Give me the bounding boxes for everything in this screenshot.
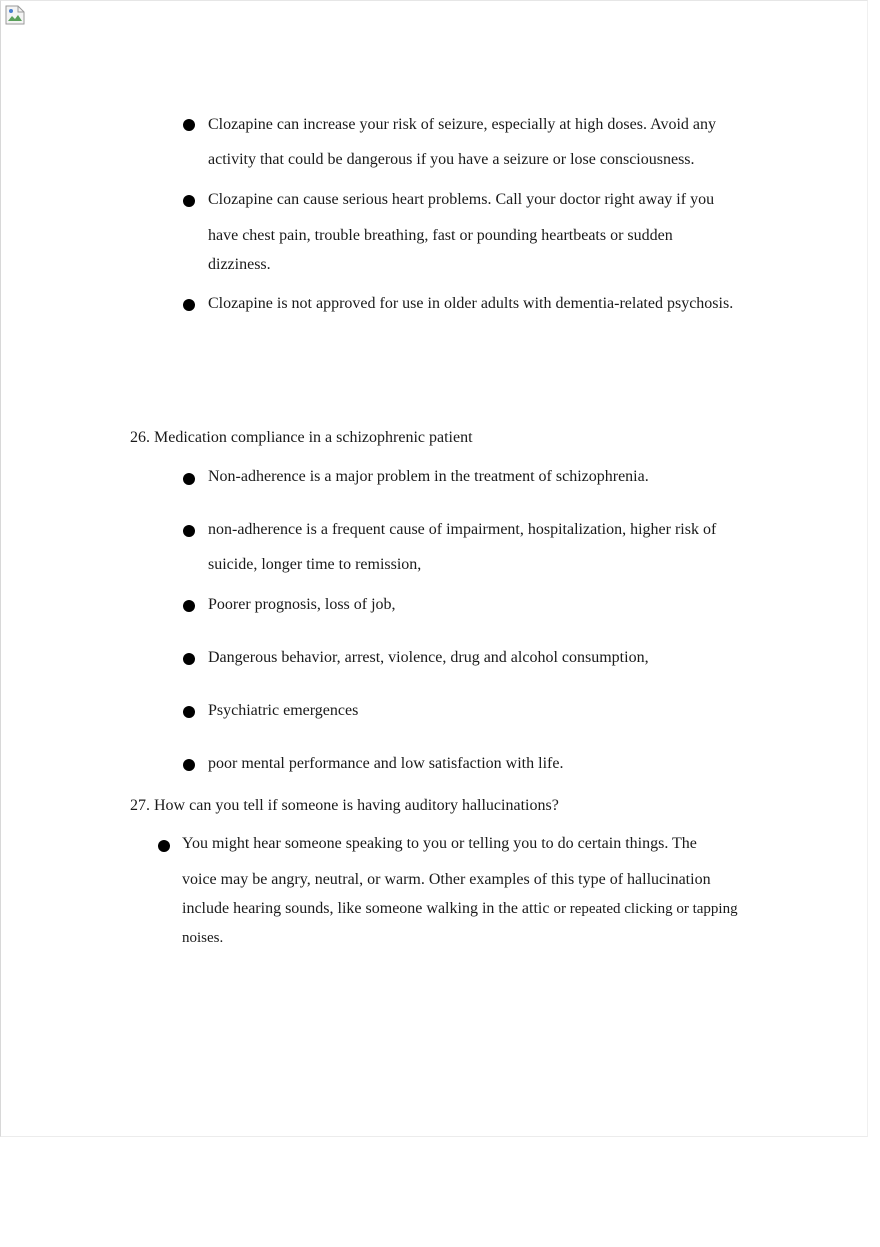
s26-bullet-3-line-1: Poorer prognosis, loss of job, (208, 596, 396, 613)
bullet-dot (183, 706, 195, 718)
bullet-dot (183, 195, 195, 207)
s27-bullet-1-line-3 (182, 899, 738, 919)
clozapine-bullet-2-line-1: Clozapine can cause serious heart problems. Call your doctor right away if you (208, 191, 715, 208)
s26-bullet-4-line-1: Dangerous behavior, arrest, violence, drug and alcohol consumption, (208, 649, 649, 666)
bullet-dot (158, 840, 170, 852)
clozapine-bullet-1-line-2: activity that could be dangerous if you have a seizure or lose consciousness. (208, 151, 695, 168)
clozapine-bullet-1-line-1: Clozapine can increase your risk of seizure, especially at high doses. Avoid any (208, 116, 716, 133)
bullet-dot (183, 653, 195, 665)
s27-bullet-1-line-2: voice may be angry, neutral, or warm. Other examples of this type of hallucination (182, 871, 711, 888)
s27-bullet-1-line-1: You might hear someone speaking to you or telling you to do certain things. The (182, 835, 697, 852)
bullet-dot (183, 119, 195, 131)
s26-bullet-1-line-1: Non-adherence is a major problem in the treatment of schizophrenia. (208, 468, 649, 485)
s26-bullet-5-line-1: Psychiatric emergences (208, 702, 359, 719)
s27-bullet-1-line-4: noises. (182, 930, 224, 946)
broken-image-icon (4, 4, 26, 26)
s27-line-3-main: include hearing sounds, like someone walking in the attic (182, 900, 550, 917)
bullet-dot (183, 759, 195, 771)
bullet-dot (183, 299, 195, 311)
s26-bullet-2-line-1: non-adherence is a frequent cause of impairment, hospitalization, higher risk of (208, 521, 717, 538)
bullet-dot (183, 525, 195, 537)
bullet-dot (183, 600, 195, 612)
section-27-heading: 27. How can you tell if someone is having auditory hallucinations? (130, 797, 559, 814)
s26-bullet-2-line-2: suicide, longer time to remission, (208, 556, 422, 573)
clozapine-bullet-2-line-3: dizziness. (208, 256, 271, 273)
clozapine-bullet-2-line-2: have chest pain, trouble breathing, fast or pounding heartbeats or sudden (208, 227, 673, 244)
s27-line-3-tail: or repeated clicking or tapping (553, 901, 738, 917)
clozapine-bullet-3-line-1: Clozapine is not approved for use in older adults with dementia-related psychosis. (208, 295, 734, 312)
s26-bullet-6-line-1: poor mental performance and low satisfaction with life. (208, 755, 564, 772)
section-26-heading: 26. Medication compliance in a schizophrenic patient (130, 429, 473, 446)
bullet-dot (183, 473, 195, 485)
